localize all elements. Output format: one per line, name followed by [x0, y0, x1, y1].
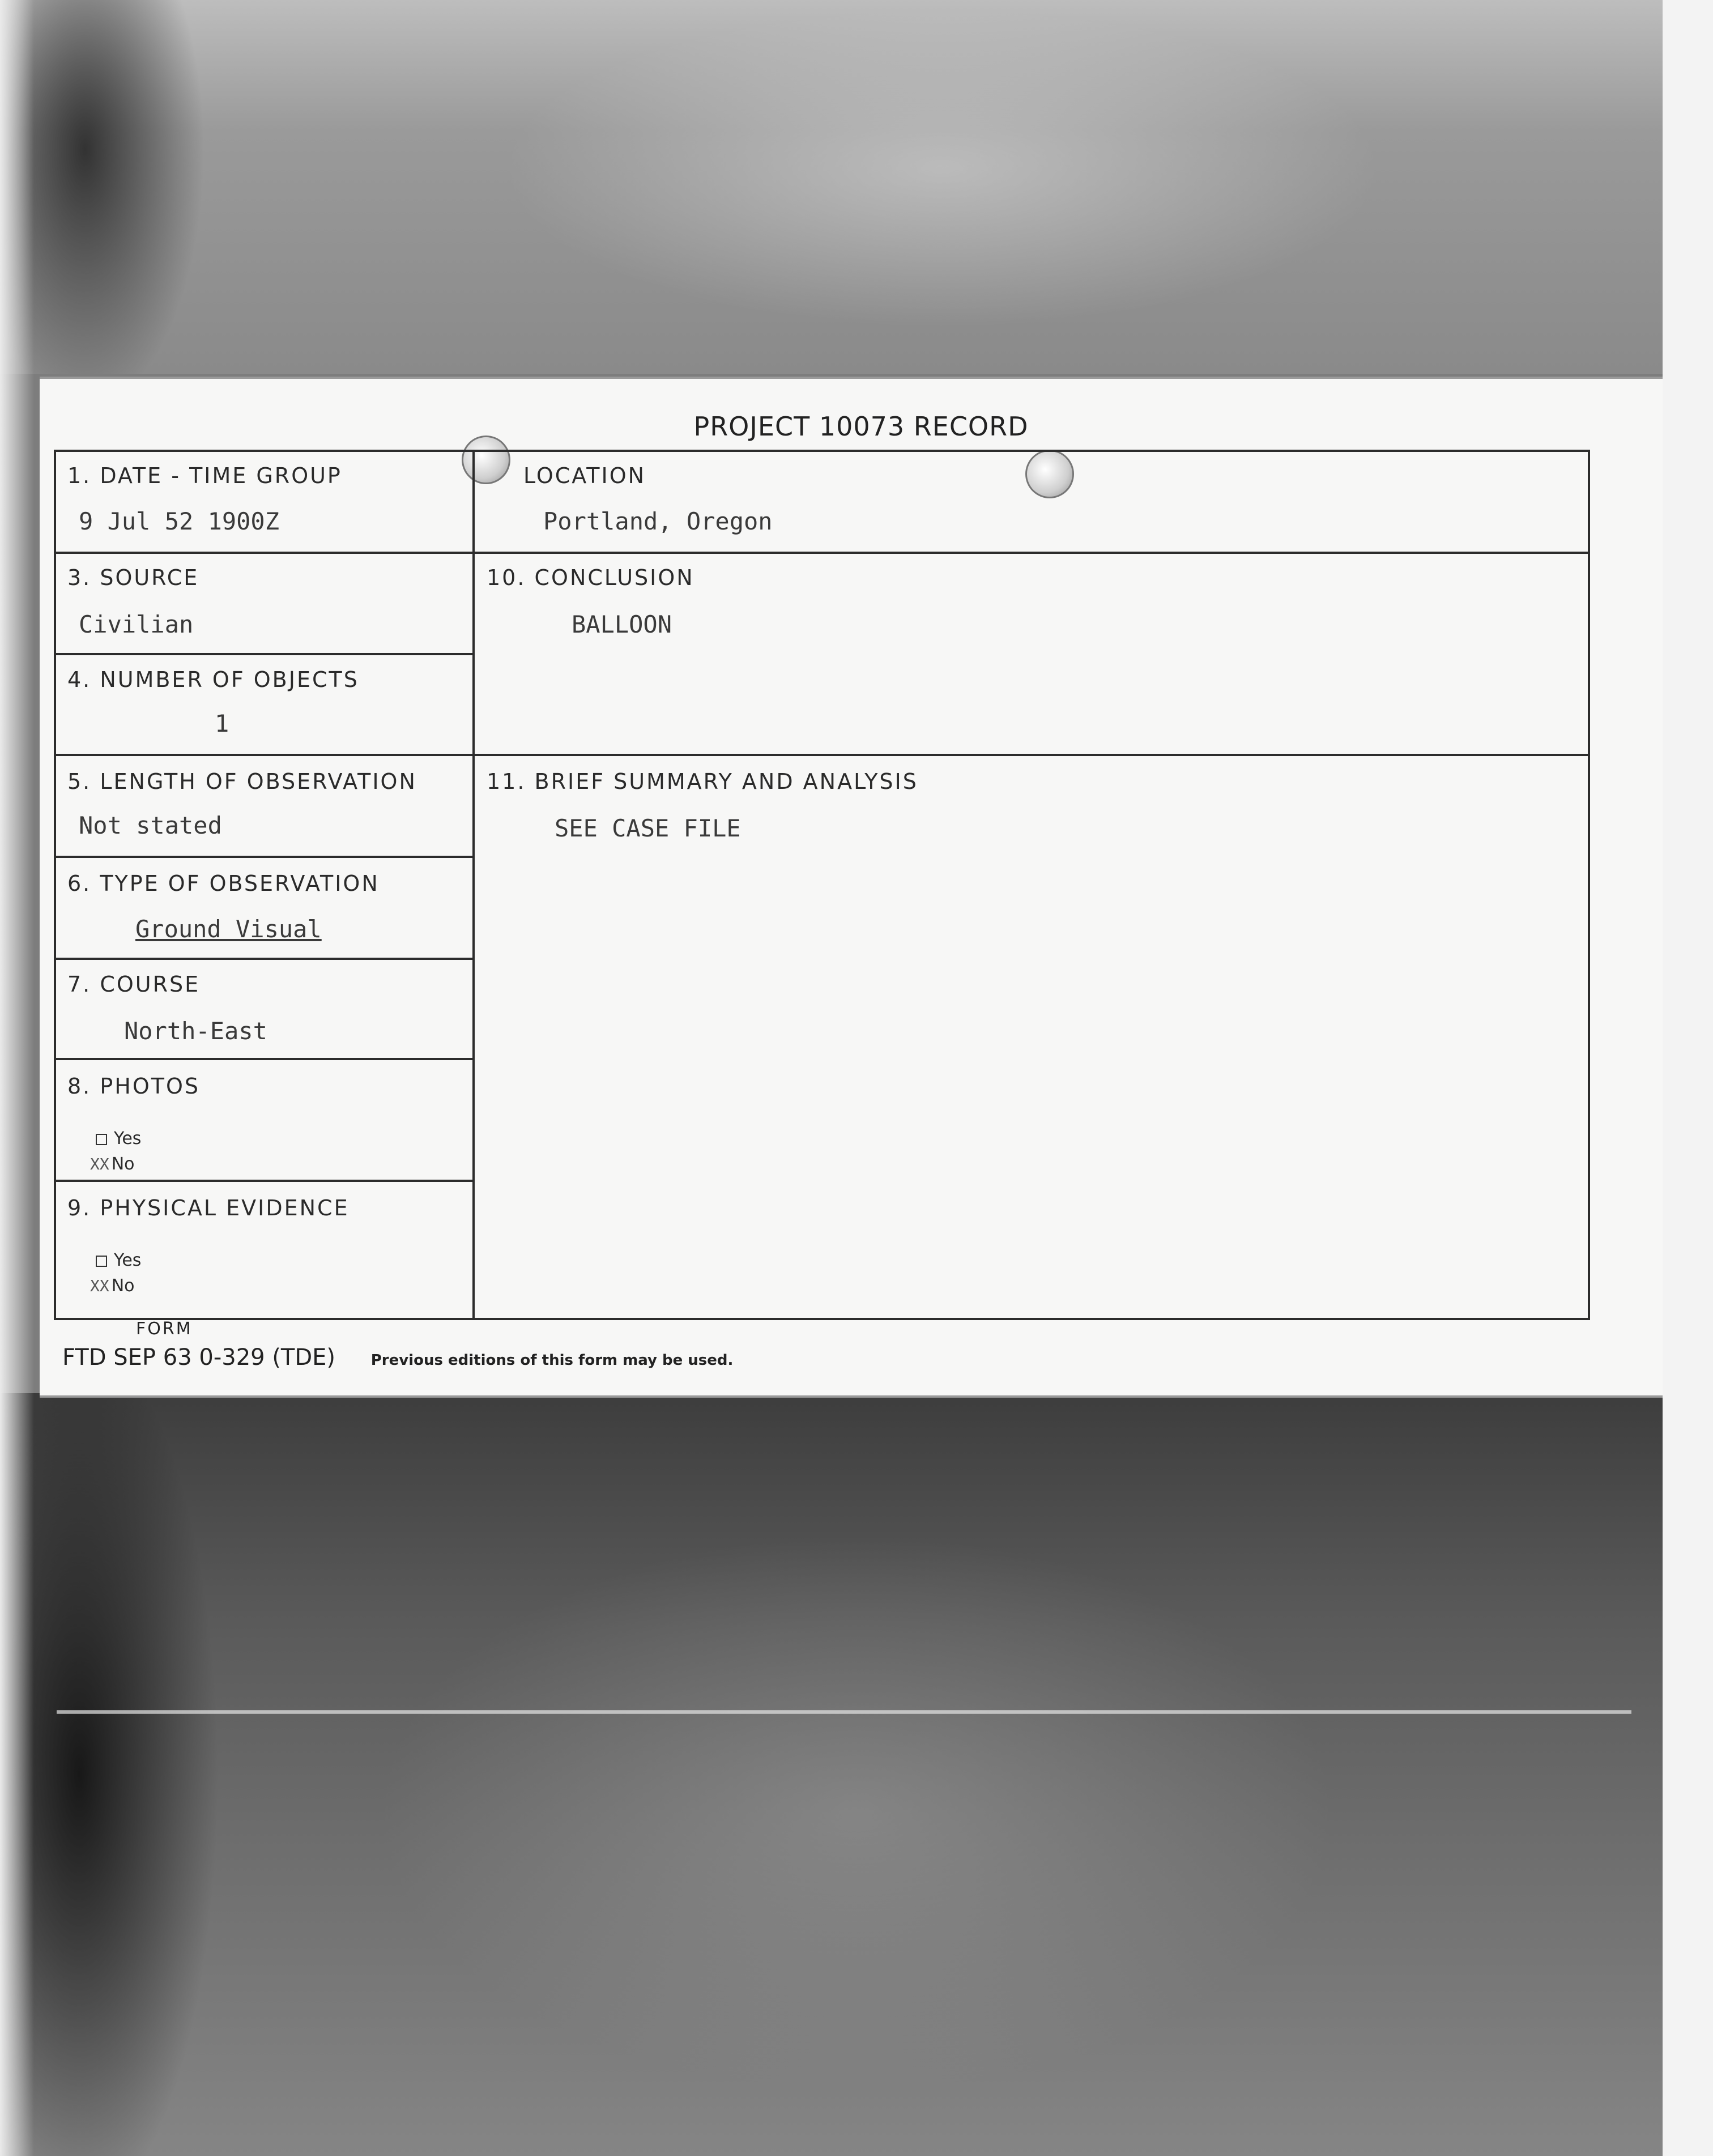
form-title: PROJECT 10073 RECORD — [693, 411, 1029, 442]
scan-left-edge — [0, 0, 34, 2156]
form-id: FTD SEP 63 0-329 (TDE) — [62, 1344, 336, 1371]
conclusion-value: BALLOON — [572, 610, 672, 638]
number-objects-value: 1 — [215, 710, 229, 737]
date-time-label: 1. DATE - TIME GROUP — [67, 463, 342, 488]
photos-label: 8. PHOTOS — [67, 1074, 200, 1099]
form-note: Previous editions of this form may be used. — [370, 1352, 734, 1369]
evidence-no-option — [90, 1276, 135, 1296]
date-time-value: 9 Jul 52 1900Z — [79, 507, 280, 535]
row-divider — [56, 653, 472, 655]
summary-label: 11. BRIEF SUMMARY AND ANALYSIS — [487, 769, 918, 794]
column-divider — [472, 452, 475, 1318]
scan-background-bottom — [0, 1393, 1713, 2156]
row-divider — [56, 958, 472, 960]
checkbox-icon — [96, 1134, 107, 1145]
type-observation-label: 6. TYPE OF OBSERVATION — [67, 871, 380, 896]
evidence-no-label: No — [111, 1276, 135, 1296]
row-divider — [475, 754, 1588, 756]
photos-no-mark: XX — [90, 1155, 109, 1173]
summary-value: SEE CASE FILE — [555, 814, 741, 842]
evidence-yes-option — [96, 1250, 141, 1270]
photos-yes-label: Yes — [114, 1129, 142, 1149]
location-label: LOCATION — [523, 463, 646, 488]
evidence-yes-label: Yes — [114, 1250, 142, 1270]
number-objects-label: 4. NUMBER OF OBJECTS — [67, 667, 359, 692]
length-observation-value: Not stated — [79, 812, 222, 839]
type-observation-value: Ground Visual — [135, 915, 322, 943]
photos-no-option — [90, 1154, 135, 1174]
row-divider — [475, 552, 1588, 554]
conclusion-label: 10. CONCLUSION — [487, 565, 694, 590]
source-value: Civilian — [79, 610, 194, 638]
scan-fold-line — [57, 1710, 1631, 1714]
record-form-card — [40, 377, 1663, 1398]
physical-evidence-label: 9. PHYSICAL EVIDENCE — [67, 1196, 350, 1220]
scan-background-top — [0, 0, 1713, 374]
source-label: 3. SOURCE — [67, 565, 199, 590]
row-divider — [56, 856, 472, 858]
record-grid — [54, 450, 1590, 1320]
checkbox-icon — [96, 1256, 107, 1267]
row-divider — [56, 1180, 472, 1182]
form-word: FORM — [136, 1319, 193, 1339]
row-divider — [56, 754, 472, 756]
length-observation-label: 5. LENGTH OF OBSERVATION — [67, 769, 417, 794]
row-divider — [56, 552, 472, 554]
photos-no-label: No — [111, 1154, 135, 1174]
location-value: Portland, Oregon — [543, 507, 773, 535]
photos-yes-option — [96, 1129, 141, 1149]
course-value: North-East — [124, 1017, 267, 1045]
evidence-no-mark: XX — [90, 1276, 109, 1295]
form-id-line — [62, 1344, 733, 1371]
course-label: 7. COURSE — [67, 972, 201, 997]
scan-right-edge — [1663, 0, 1713, 2156]
row-divider — [56, 1058, 472, 1060]
